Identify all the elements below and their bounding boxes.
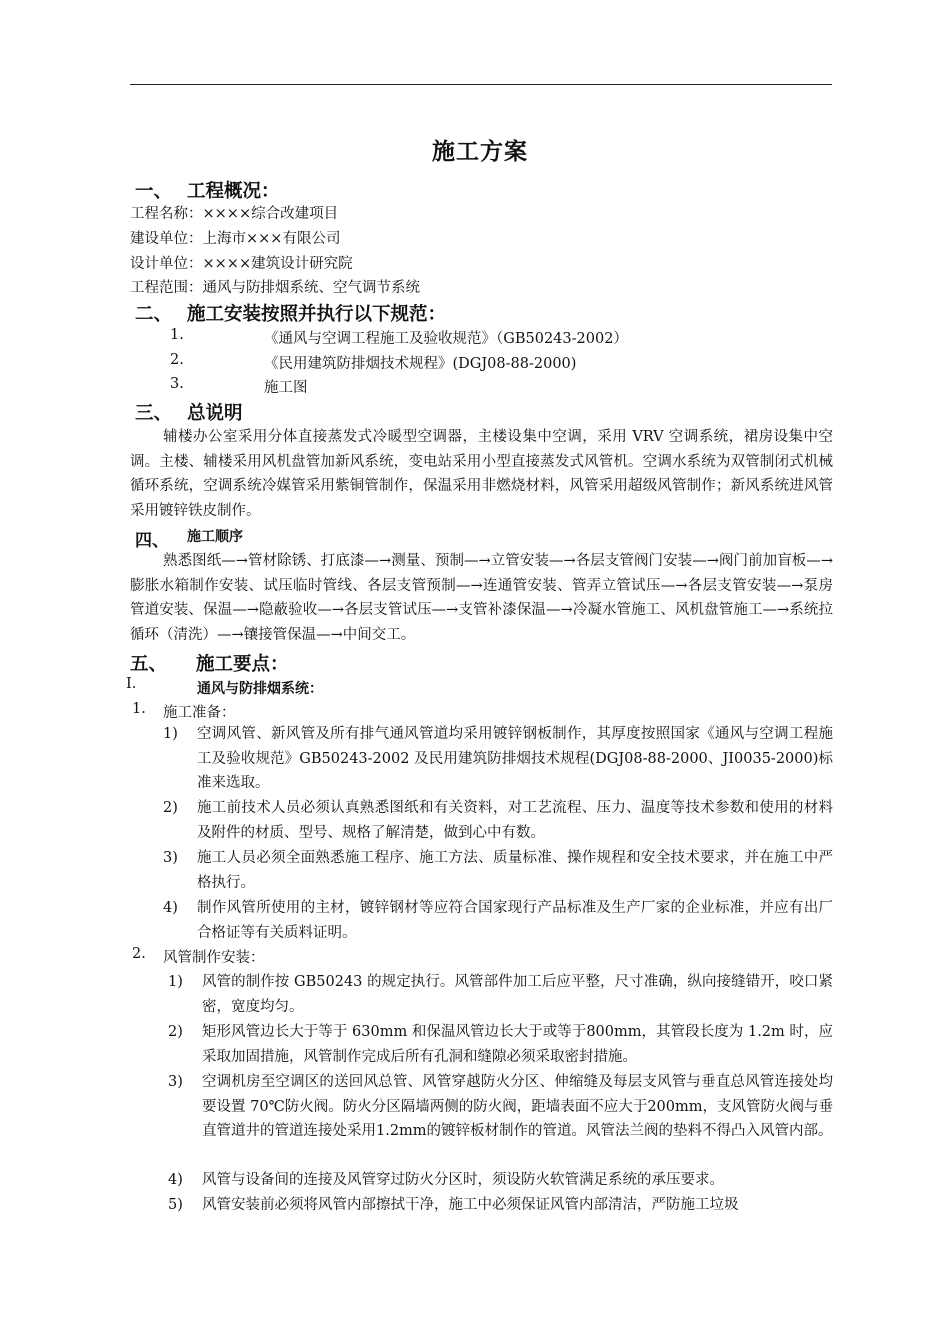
item-number: 2) — [163, 800, 178, 816]
standard-number: 1. — [170, 327, 184, 343]
duct-number: 2. — [132, 946, 146, 962]
subsection-title: 通风与防排烟系统： — [197, 681, 323, 697]
project-name: 工程名称：××××综合改建项目 — [130, 206, 339, 222]
header-rule — [130, 84, 832, 85]
section-title: 总说明 — [187, 403, 243, 424]
item-text: 制作风管所使用的主材，镀锌钢材等应符合国家现行产品标准及生产厂家的企业标准，并应有出厂合格证等有关质料证明。 — [197, 900, 833, 941]
project-scope: 工程范围：通风与防排烟系统、空气调节系统 — [130, 280, 420, 296]
prep-number: 1. — [132, 701, 146, 717]
item-number: 5) — [168, 1197, 183, 1213]
section-number: 二、 — [135, 304, 173, 325]
prep-item — [163, 722, 833, 792]
client-unit: 建设单位：上海市×××有限公司 — [130, 231, 341, 247]
prep-heading: 施工准备： — [163, 705, 236, 721]
section-number: 一、 — [135, 181, 173, 202]
section-title: 施工顺序 — [187, 529, 243, 545]
item-number: 4) — [163, 900, 178, 916]
section-title: 施工安装按照并执行以下规范： — [187, 304, 447, 325]
section-number: 四、 — [135, 531, 169, 551]
section-number: 五、 — [130, 654, 168, 675]
item-text: 矩形风管边长大于等于 630mm 和保温风管边长大于或等于800mm，其管段长度为 1.2m 时，应采取加固措施，风管制作完成后所有孔洞和缝隙必须采取密封措施。 — [202, 1024, 833, 1065]
item-number: 3) — [163, 850, 178, 866]
page-title: 施工方案 — [432, 139, 528, 165]
section-title: 工程概况： — [187, 181, 280, 202]
construction-sequence: 熟悉图纸—→管材除锈、打底漆—→测量、预制—→立管安装—→各层支管阀门安装—→阀门前加盲板—→膨胀水箱制作安装、试压临时管线、各层支管预制—→连通管安装、管弄立管试压—→各层支管安装—→泵房管道安装、保温—→隐蔽验收—→各层支管试压—→支管补漆保温—→冷凝水管施工、风机盘管施工—→系统拉循环（清洗）—→镶接管保温—→中间交工。 — [130, 553, 833, 643]
item-text: 空调机房至空调区的送回风总管、风管穿越防火分区、伸缩缝及每层支风管与垂直总风管连接处均要设置 70℃防火阀。防火分区隔墙两侧的防火阀，距墙表面不应大于200mm，支风管防火阀与垂直管道井的管道连接处采用1.2mm的镀锌板材制作的管道。风管法兰阀的垫料不得凸入风管内部。 — [202, 1074, 833, 1140]
standard-item: 《通风与空调工程施工及验收规范》（GB50243-2002） — [264, 331, 628, 347]
standard-item: 施工图 — [264, 380, 308, 396]
item-number: 3) — [168, 1074, 183, 1090]
duct-heading: 风管制作安装： — [163, 950, 265, 966]
item-number: 1) — [168, 974, 183, 990]
section-title: 施工要点： — [196, 654, 289, 675]
item-number: 1) — [163, 726, 178, 742]
section-number: 三、 — [135, 403, 173, 424]
design-unit: 设计单位：××××建筑设计研究院 — [130, 256, 353, 272]
item-text: 风管的制作按 GB50243 的规定执行。风管部件加工后应平整，尺寸准确，纵向接缝错开，咬口紧密，宽度均匀。 — [202, 974, 833, 1015]
item-text: 施工人员必须全面熟悉施工程序、施工方法、质量标准、操作规程和安全技术要求，并在施工中严格执行。 — [197, 850, 833, 891]
item-text: 风管与设备间的连接及风管穿过防火分区时，须设防火软管满足系统的承压要求。 — [202, 1172, 724, 1188]
item-text: 风管安装前必须将风管内部擦拭干净，施工中必须保证风管内部清洁，严防施工垃圾 — [202, 1197, 739, 1213]
standard-item: 《民用建筑防排烟技术规程》(DGJ08-88-2000) — [264, 356, 577, 372]
item-text: 施工前技术人员必须认真熟悉图纸和有关资料，对工艺流程、压力、温度等技术参数和使用的材料及附件的材质、型号、规格了解清楚，做到心中有数。 — [197, 800, 833, 841]
item-text: 空调风管、新风管及所有排气通风管道均采用镀锌钢板制作，其厚度按照国家《通风与空调工程施工及验收规范》GB50243-2002 及民用建筑防排烟技术规程(DGJ08-88-2000、JI0035-2000)标准来选取。 — [197, 726, 833, 792]
subsection-number: I. — [126, 676, 137, 692]
item-number: 2) — [168, 1024, 183, 1040]
standard-number: 3. — [170, 376, 184, 392]
standard-number: 2. — [170, 352, 184, 368]
item-number: 4) — [168, 1172, 183, 1188]
general-description: 辅楼办公室采用分体直接蒸发式冷暖型空调器，主楼设集中空调，采用 VRV 空调系统，裙房设集中空调。主楼、辅楼采用风机盘管加新风系统，变电站采用小型直接蒸发式风管机。空调水系统为双管制闭式机械循环系统，空调系统冷媒管采用紫铜管制作，保温采用非燃烧材料，风管采用超级风管制作；新风系统进风管采用镀锌铁皮制作。 — [130, 429, 833, 519]
